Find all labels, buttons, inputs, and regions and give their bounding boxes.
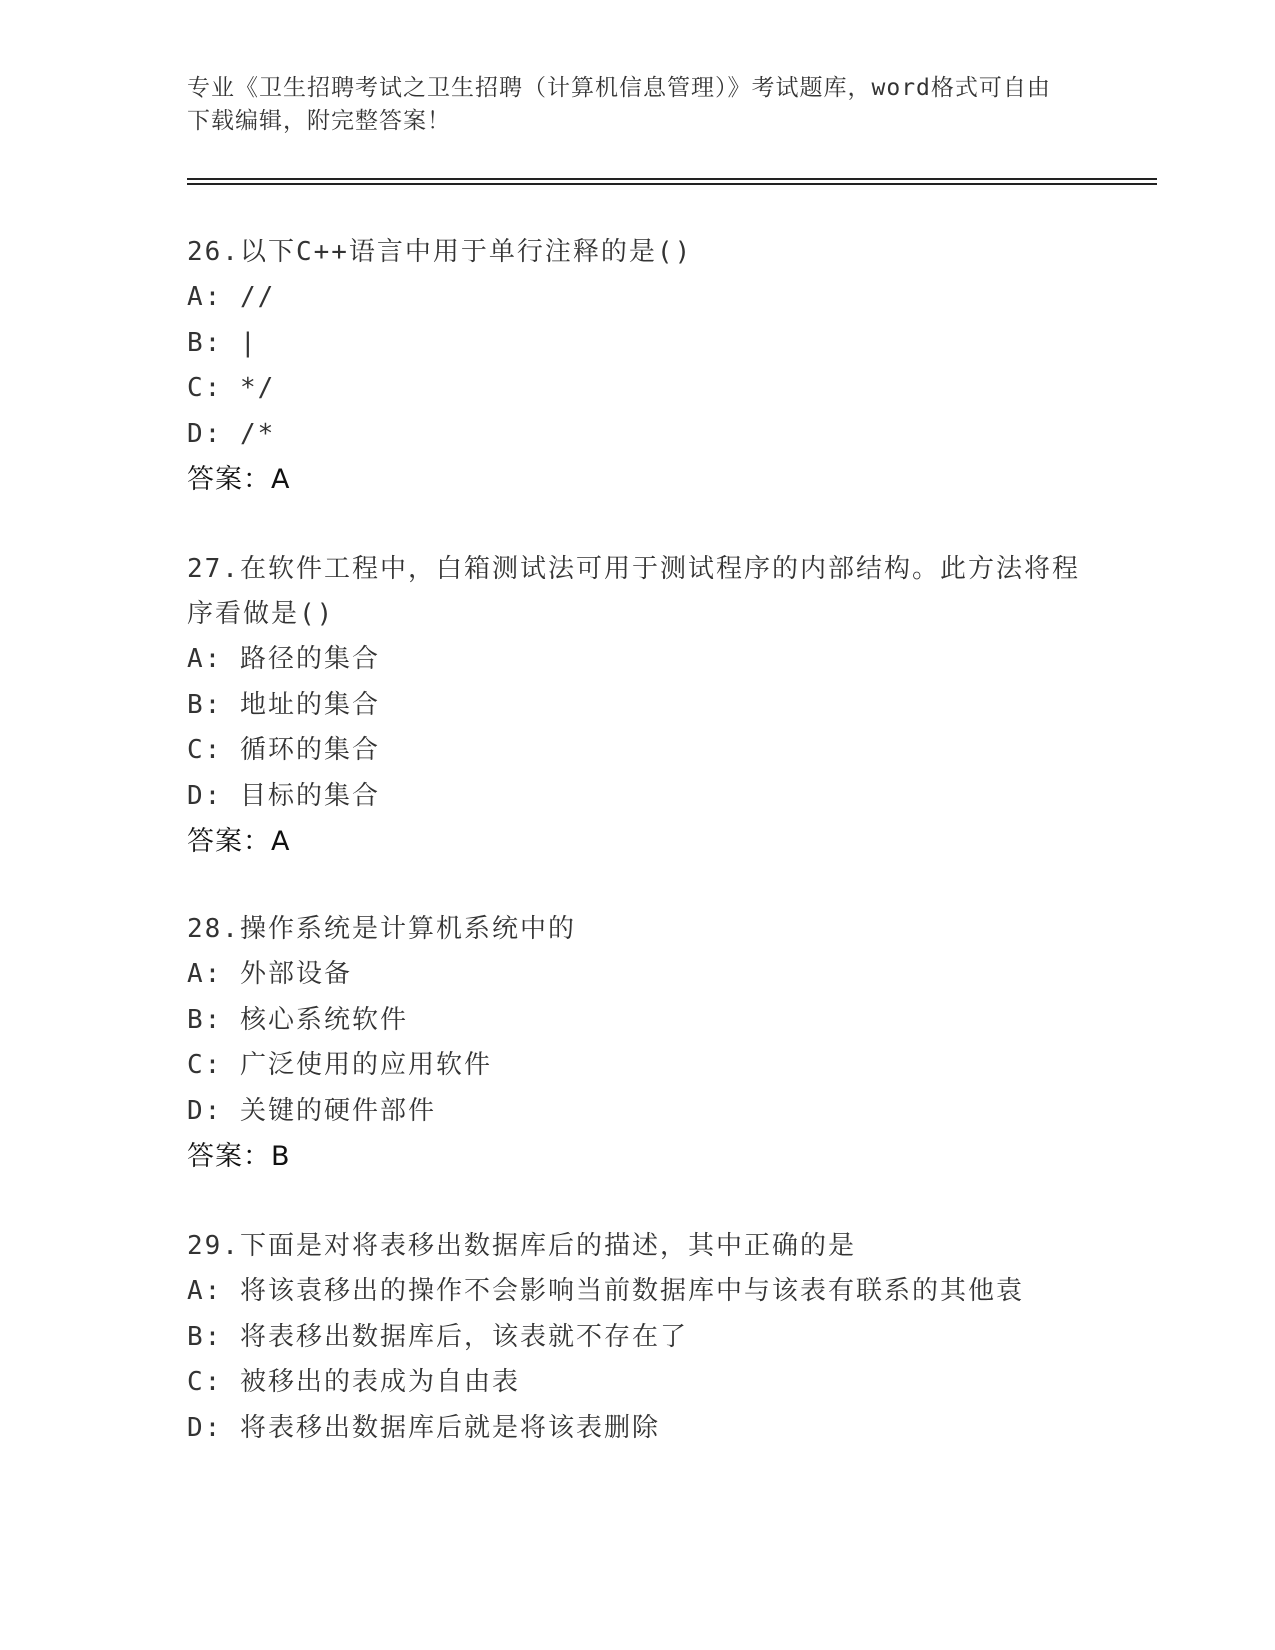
option-b: B: 将表移出数据库后，该表就不存在了 (187, 1321, 688, 1352)
question-stem: 29.下面是对将表移出数据库后的描述，其中正确的是 (187, 1231, 856, 1261)
option-a: A: // (187, 282, 276, 312)
option-a: A: 将该袁移出的操作不会影响当前数据库中与该表有联系的其他袁 (187, 1276, 1024, 1306)
question-28 (187, 907, 1087, 1179)
answer-line: 答案：B (187, 1141, 291, 1172)
option-c: C: */ (187, 373, 276, 403)
question-27 (187, 547, 1087, 864)
header-divider-top (187, 178, 1157, 180)
option-d: D: 目标的集合 (187, 780, 380, 811)
option-d: D: 关键的硬件部件 (187, 1095, 436, 1126)
question-stem: 28.操作系统是计算机系统中的 (187, 914, 576, 944)
question-stem: 26.以下C++语言中用于单行注释的是() (187, 237, 693, 267)
option-b: B: | (187, 327, 258, 358)
option-d: D: 将表移出数据库后就是将该表删除 (187, 1412, 660, 1443)
option-a: A: 路径的集合 (187, 644, 380, 674)
option-c: C: 广泛使用的应用软件 (187, 1050, 492, 1080)
answer-line: 答案：A (187, 826, 291, 857)
header-divider-bottom (187, 183, 1157, 185)
question-26 (187, 230, 1087, 502)
question-stem: 27.在软件工程中，白箱测试法可用于测试程序的内部结构。此方法将程序看做是() (187, 554, 1080, 629)
option-b: B: 核心系统软件 (187, 1004, 408, 1035)
option-a: A: 外部设备 (187, 959, 352, 989)
option-c: C: 循环的集合 (187, 735, 380, 765)
document-intro: 专业《卫生招聘考试之卫生招聘（计算机信息管理）》考试题库，word格式可自由下载编辑，附完整答案！ (187, 75, 1051, 134)
question-29 (187, 1224, 1087, 1451)
option-b: B: 地址的集合 (187, 689, 380, 720)
option-c: C: 被移出的表成为自由表 (187, 1367, 520, 1397)
answer-line: 答案：A (187, 464, 291, 495)
option-d: D: /* (187, 418, 276, 449)
